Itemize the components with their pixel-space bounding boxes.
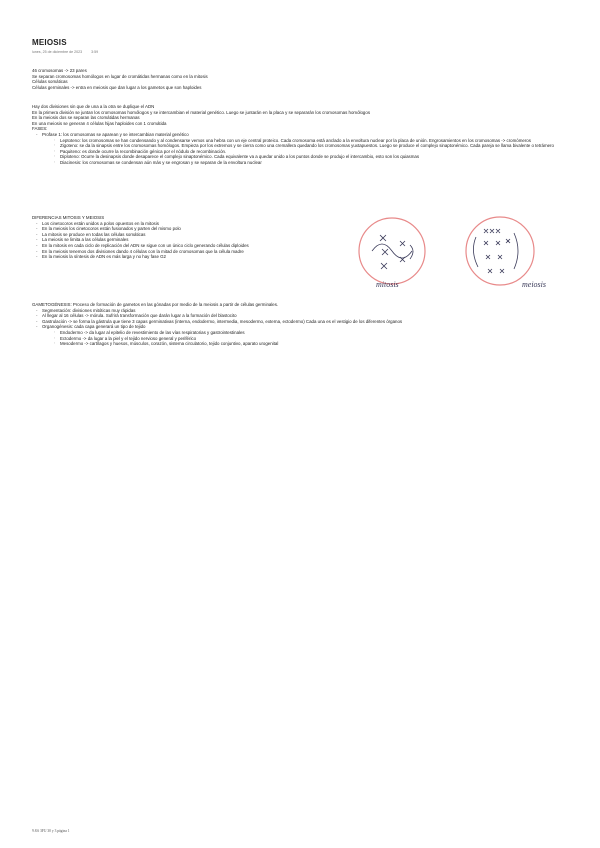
gametogenesis-section <box>32 302 402 347</box>
difference-item: - En la meiosis tenemos dos divisiones dando 4 células con la mitad de cromosomas que la célula madre <box>36 249 249 255</box>
profase-step: ◦ Zigoteno: se da la sinapsis entre los cromosomas homólogos. Empieza por los extremos y se cierra como una cremallera quedando los cromosomas yuxtapuestos. Luego se produce el complejo sinaptonémico. Cada pareja se llama bivalente o tetrámero <box>54 143 600 149</box>
gametogenesis-item: - Segmentación: divisiones mitóticas muy rápidas <box>36 308 402 314</box>
mitosis-label: mitosis <box>376 280 399 289</box>
difference-item: - En la mitosis en cada ciclo de replicación del ADN se sigue con un único ciclo generando células diploides <box>36 243 249 249</box>
intro-line: Células somáticas <box>32 79 68 85</box>
phases-line: En la meiosis dos se separan las cromátidas hermanas <box>32 115 140 121</box>
profase-step: ◦ Leptoteno: los cromosomas se han condensando y al condensarse vemos una hebra con un eje central proteico. Cada cromosoma está anclado a la envoltura nuclear por la placa de unión. Engrosamientos en los cromosomas -> cromómeros <box>54 138 600 144</box>
organ-item: ◦ Mesodermo -> cartílagos y huesos, músculos, corazón, sistema circulatorio, tejido conjuntivo, aparato urogenital <box>54 341 402 347</box>
gametogenesis-item <box>36 324 402 346</box>
phases-line: En la primera división se juntan los cromosomas homólogos y se intercambian el material genético. Luego se juntarán en la placa y se separarán los cromosomas homólogos <box>32 109 371 115</box>
profase-step: ◦ Diacinesis: los cromosomas se condensan aún más y se engrosan y se separan de la envoltura nuclear <box>54 160 600 166</box>
profase-step: ◦ Paquiteno: es donde ocurre la recombinación génica por el nódulo de recombinación. <box>54 149 600 155</box>
phases-line: Hay dos divisiones sin que de una a la otra se duplique el ADN <box>32 104 155 109</box>
organogenesis-label: Organogénesis: cada capa generará un tipo de tejido <box>42 324 146 330</box>
organ-item: ◦ Ectodermo -> da lugar a la piel y el tejido nervioso general y periférico <box>54 336 402 342</box>
organogenesis-list <box>42 330 402 347</box>
gametogenesis-item: - Gastrulación -> se forma la gástrula que tiene 3 capas germinativas (interna, endodermo, intermedia, mesodermo, externa, ectodermo) Cada una es el vestigio de los diferentes órganos <box>36 319 402 325</box>
phases-line: FASES: <box>32 126 48 132</box>
difference-item: - Los cinetocoros están unidos a polos opuestos en la mitosis <box>36 221 249 227</box>
page-title: MEIOSIS <box>32 38 67 47</box>
sketch-svg <box>350 215 575 290</box>
difference-item: - En la meiosis la síntesis de ADN es más larga y no hay fase G2 <box>36 254 249 260</box>
gametogenesis-item: - Al llegar al 16 células -> mórula. Sufrirá transformación que darán lugar a la formación del blastocito <box>36 313 402 319</box>
profase-list <box>32 132 600 166</box>
meiosis-cell-outline <box>466 217 534 285</box>
phases-section <box>32 104 600 166</box>
meiosis-chromosomes <box>473 229 518 273</box>
intro-section <box>32 68 208 90</box>
difference-item: - La meiosis se limita a las células germinales <box>36 237 249 243</box>
profase-step: ◦ Diploteno: Ocurre la desinapsis donde desaparece el complejo sinaptonémico. Cada equivalente va a quedar unido a los puntos donde se produjo el intercambio, esto son los quiasmas <box>54 154 600 160</box>
difference-item: - En la meiosis los cinetocoros están fusionados y parten del mismo polo <box>36 226 249 232</box>
mitosis-meiosis-sketch <box>350 215 575 290</box>
difference-item: - La mitosis se produce en todas las células somáticas <box>36 232 249 238</box>
meiosis-label: meiosis <box>522 280 546 289</box>
profase-steps <box>42 138 600 166</box>
phases-line: En una meiosis se generan 4 células hijas haploides con 1 cromátida <box>32 120 167 126</box>
intro-line: Se separan cromosomas homólogos en lugar de cromátidas hermanas como en la mitosis <box>32 73 208 79</box>
page-date <box>32 50 106 54</box>
profase-item <box>36 132 600 166</box>
profase-label: Profase 1: los cromosomas se aparean y se intercambian material genético <box>42 131 189 137</box>
page-footer: 9.8.6 3FU 30 y 3 página 1 <box>32 829 70 833</box>
differences-title: DIFERENCIAS MITOSIS Y MEIOSIS <box>32 215 105 220</box>
gametogenesis-title: GAMETOGÉNESIS: Proceso de formación de gametos en las gónadas por medio de la meiosis a partir de células germinales. <box>32 302 279 307</box>
mitosis-chromosomes <box>372 235 413 269</box>
intro-line: Células germinales -> entra en meiosis que dan lugar a los gametos que son haploides <box>32 84 202 90</box>
gametogenesis-list <box>32 308 402 347</box>
differences-section <box>32 215 249 260</box>
date-text: lunes, 25 de diciembre de 2023 <box>32 50 83 54</box>
intro-line: 46 cromosomas -> 23 pares <box>32 68 87 73</box>
time-text: 3:59 <box>91 50 99 54</box>
differences-list <box>32 221 249 260</box>
organ-item: ◦ Endodermo -> da lugar al epitelio de revestimiento de las vías respiratorias y gastrointestinales <box>54 330 402 336</box>
